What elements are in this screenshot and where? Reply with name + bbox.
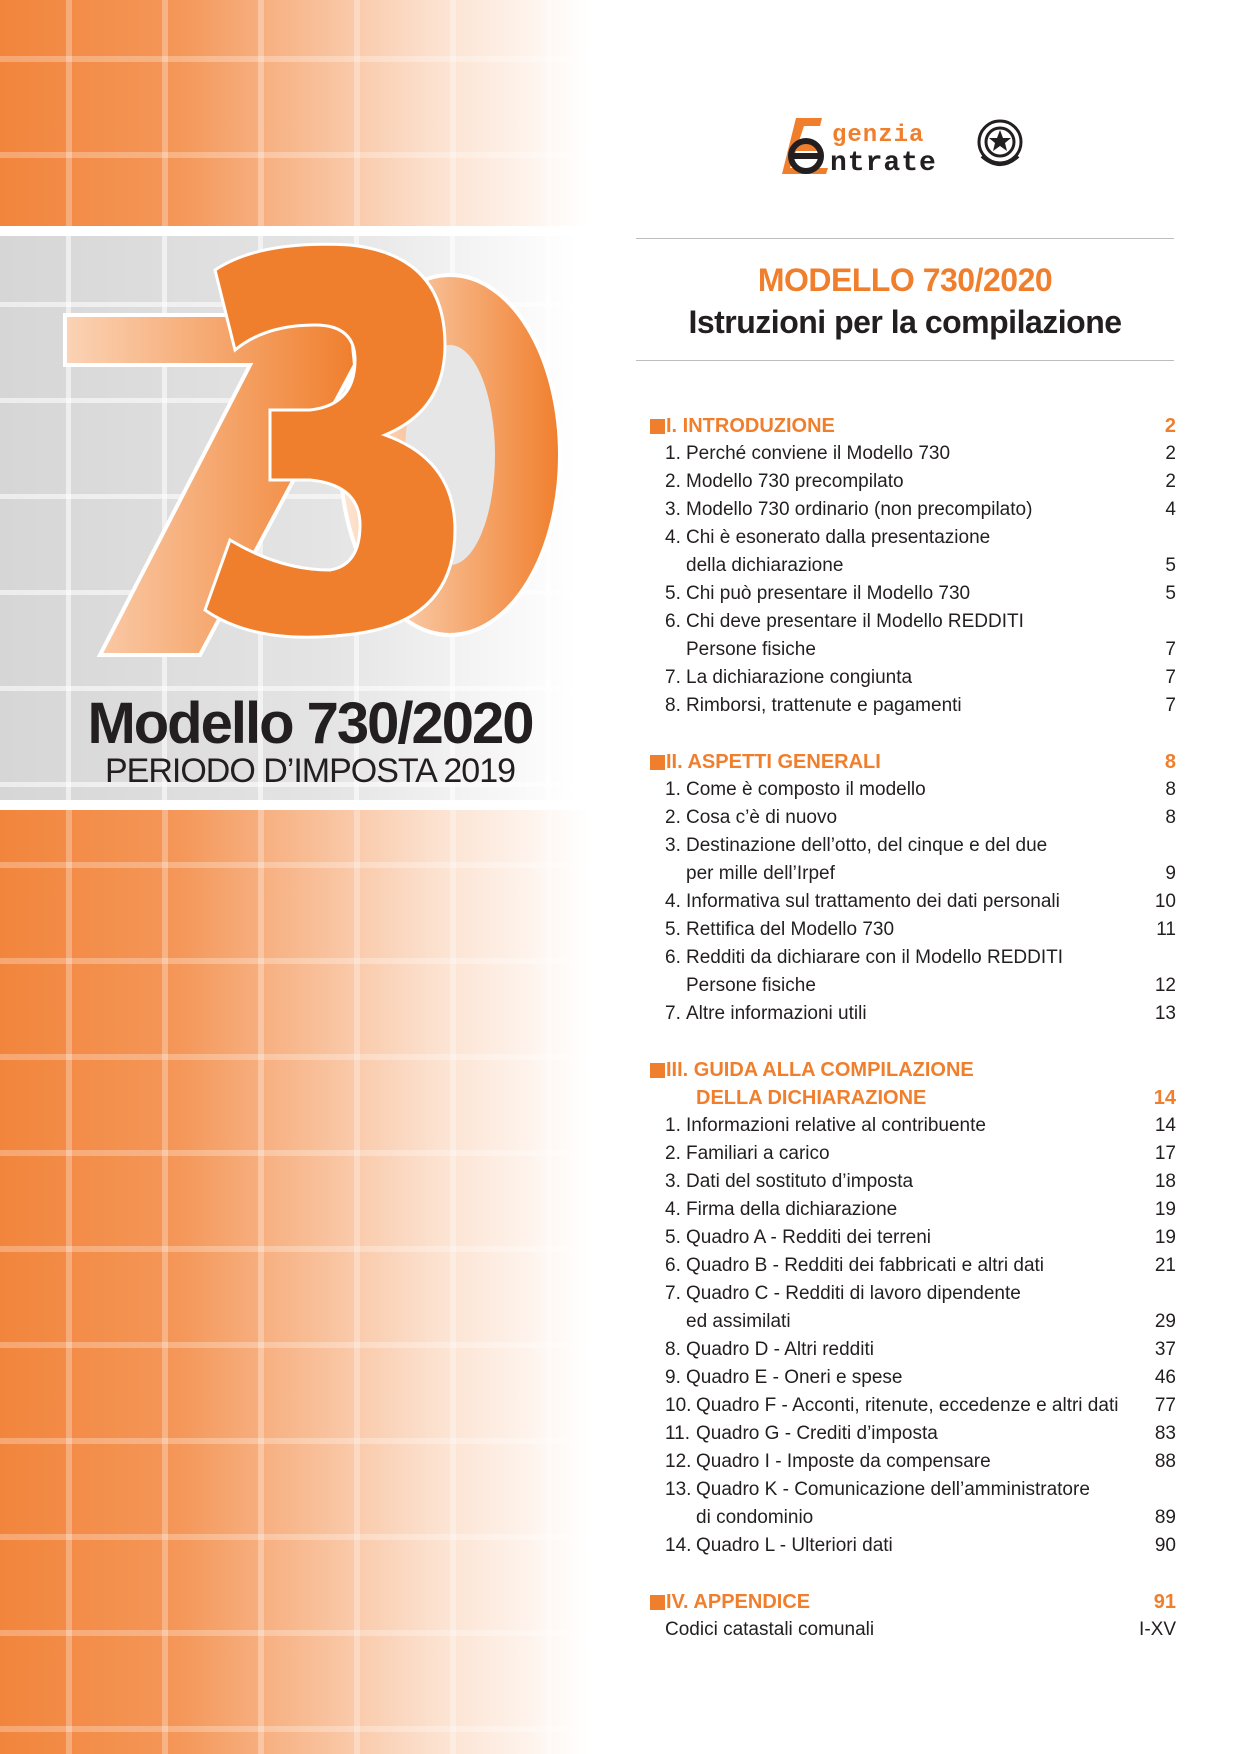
toc-entry[interactable]: 11. Quadro G - Crediti d’imposta 83 bbox=[665, 1423, 1176, 1444]
toc-entry[interactable]: 6. Chi deve presentare il Modello REDDITI Persone fisiche 7 bbox=[665, 611, 1176, 660]
toc-entry[interactable]: 7. Quadro C - Redditi di lavoro dipendente ed assimilati 29 bbox=[665, 1283, 1176, 1332]
toc-entry[interactable]: 9. Quadro E - Oneri e spese 46 bbox=[665, 1367, 1176, 1388]
doc-subtitle: Istruzioni per la compilazione bbox=[688, 304, 1122, 340]
cover-subtitle: PERIODO D’IMPOSTA 2019 bbox=[104, 752, 516, 790]
tile-pattern-top bbox=[0, 0, 600, 226]
cover-panel bbox=[0, 0, 600, 1754]
toc-entry[interactable]: 5. Chi può presentare il Modello 730 5 bbox=[665, 583, 1176, 604]
header-rule-bottom bbox=[636, 360, 1174, 361]
toc-entry[interactable]: 13. Quadro K - Comunicazione dell’amministratore di condominio 89 bbox=[665, 1479, 1176, 1528]
toc-entry[interactable]: 4. Firma della dichiarazione 19 bbox=[665, 1199, 1176, 1220]
toc-section-heading[interactable]: I. INTRODUZIONE 2 bbox=[650, 413, 1176, 441]
bullet-square-icon bbox=[650, 419, 665, 434]
italian-republic-emblem-icon bbox=[976, 116, 1024, 170]
toc-entry[interactable]: 1. Informazioni relative al contribuente 14 bbox=[665, 1115, 1176, 1136]
toc-entry[interactable]: 6. Redditi da dichiarare con il Modello REDDITI Persone fisiche 12 bbox=[665, 947, 1176, 996]
toc-entry[interactable]: Codici catastali comunali I-XV bbox=[665, 1619, 1176, 1640]
toc-entry[interactable]: 8. Rimborsi, trattenute e pagamenti 7 bbox=[665, 695, 1176, 716]
agenzia-entrate-logo bbox=[782, 112, 1022, 182]
divider bbox=[0, 800, 600, 810]
header-rule-top bbox=[636, 238, 1174, 239]
big-730-graphic bbox=[40, 240, 580, 670]
toc-entry[interactable]: 6. Quadro B - Redditi dei fabbricati e altri dati 21 bbox=[665, 1255, 1176, 1276]
toc-section-heading[interactable]: IV. APPENDICE 91 bbox=[650, 1589, 1176, 1617]
table-of-contents bbox=[650, 413, 1176, 1645]
toc-entry[interactable]: 12. Quadro I - Imposte da compensare 88 bbox=[665, 1451, 1176, 1472]
toc-section-heading[interactable]: II. ASPETTI GENERALI 8 bbox=[650, 749, 1176, 777]
toc-entry[interactable]: 8. Quadro D - Altri redditi 37 bbox=[665, 1339, 1176, 1360]
toc-entry[interactable]: 2. Modello 730 precompilato 2 bbox=[665, 471, 1176, 492]
cover-title: Modello 730/2020 bbox=[87, 691, 533, 756]
toc-entry[interactable]: 1. Perché conviene il Modello 730 2 bbox=[665, 443, 1176, 464]
bullet-square-icon bbox=[650, 755, 665, 770]
toc-entry[interactable]: 3. Modello 730 ordinario (non precompilato) 4 bbox=[665, 499, 1176, 520]
logo-line-2: ntrate bbox=[830, 148, 937, 179]
tile-pattern-bottom bbox=[0, 806, 600, 1754]
toc-entry[interactable]: 10. Quadro F - Acconti, ritenute, eccedenze e altri dati 77 bbox=[665, 1395, 1176, 1416]
toc-entry[interactable]: 2. Familiari a carico 17 bbox=[665, 1143, 1176, 1164]
toc-entry[interactable]: 7. Altre informazioni utili 13 bbox=[665, 1003, 1176, 1024]
bullet-square-icon bbox=[650, 1595, 665, 1610]
toc-entry[interactable]: 4. Chi è esonerato dalla presentazione della dichiarazione 5 bbox=[665, 527, 1176, 576]
bullet-square-icon bbox=[650, 1063, 665, 1078]
toc-entry[interactable]: 4. Informativa sul trattamento dei dati personali 10 bbox=[665, 891, 1176, 912]
logo-line-1: genzia bbox=[832, 122, 925, 149]
toc-entry[interactable]: 5. Rettifica del Modello 730 11 bbox=[665, 919, 1176, 940]
toc-entry[interactable]: 7. La dichiarazione congiunta 7 bbox=[665, 667, 1176, 688]
toc-entry[interactable]: 5. Quadro A - Redditi dei terreni 19 bbox=[665, 1227, 1176, 1248]
toc-entry[interactable]: 3. Destinazione dell’otto, del cinque e del due per mille dell’Irpef 9 bbox=[665, 835, 1176, 884]
divider bbox=[0, 226, 600, 236]
toc-section-heading[interactable]: III. GUIDA ALLA COMPILAZIONE DELLA DICHIARAZIONE 14 bbox=[650, 1057, 1176, 1113]
toc-entry[interactable]: 2. Cosa c’è di nuovo 8 bbox=[665, 807, 1176, 828]
toc-entry[interactable]: 1. Come è composto il modello 8 bbox=[665, 779, 1176, 800]
toc-entry[interactable]: 3. Dati del sostituto d’imposta 18 bbox=[665, 1171, 1176, 1192]
doc-title: MODELLO 730/2020 bbox=[757, 262, 1053, 298]
toc-entry[interactable]: 14. Quadro L - Ulteriori dati 90 bbox=[665, 1535, 1176, 1556]
